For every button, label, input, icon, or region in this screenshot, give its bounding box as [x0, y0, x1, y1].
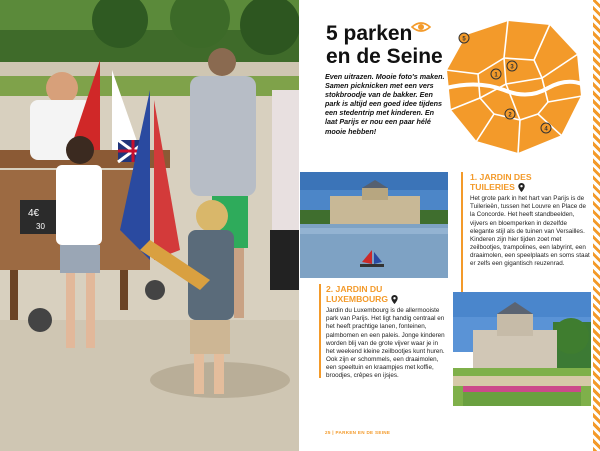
section-luxembourg-title [326, 284, 446, 304]
section-tuileries-title-line1: 1. JARDIN DES [470, 172, 532, 182]
section-luxembourg-body: Jardin du Luxembourg is de allermooiste park van Parijs. Het ligt handig centraal en het heeft prachtige lanen, fonteinen, palmbomen en een paleis. Jonge kinderen worden blij van de grote vijver waar je in het weekend kleine zeilbootjes kunt huren. Ook zijn er schommels, een draaimolen, een speeltuin en kraampjes met koffie, broodjes, crêpes en ijsjes. [326, 307, 445, 379]
section-tuileries-body: Het grote park in het hart van Parijs is de Tuilerieën, tussen het Louvre en Place de la Concorde. Het heeft standbeelden, vijvers en bloemperken in dezelfde elegante stijl als de tuinen van Versailles. Kinderen zijn hier tijden zoet met zeilbootjes, trampolines, een labyrint, een draaimolen, een speelplaats en soms staat er zelfs een gigantisch reuzenrad. [470, 195, 590, 267]
location-pin-icon [518, 183, 525, 192]
map-marker-2 [505, 109, 515, 119]
right-page [299, 0, 600, 451]
luxembourg-sailboat-photo [0, 0, 299, 451]
section-accent-bar [319, 284, 321, 378]
svg-text:2: 2 [508, 112, 512, 119]
section-luxembourg [319, 284, 447, 378]
section-tuileries [461, 172, 591, 297]
page-title-line2: en de Seine [326, 45, 443, 68]
section-tuileries-title-line2: TUILERIES [470, 182, 515, 192]
map-marker-4 [541, 123, 551, 133]
page-footer: 25 | PARKEN EN DE SEINE [325, 430, 391, 435]
decorative-stripe [593, 0, 600, 451]
svg-text:1: 1 [494, 72, 498, 79]
paris-map [438, 14, 588, 159]
map-marker-3 [507, 61, 517, 71]
left-page-photo [0, 0, 299, 451]
page-title-line1: 5 parken [326, 22, 413, 45]
section-tuileries-title [470, 172, 590, 192]
section-luxembourg-title-line1: 2. JARDIN DU [326, 284, 383, 294]
intro-text: Even uitrazen. Mooie foto's maken. Samen picknicken met een vers stokbroodje van de bakker. Een park is altijd een goed idee tijdens een stedentrip met kinderen. En laat Parijs er nou een paar hélé mooie hebben! [325, 72, 445, 136]
svg-text:5: 5 [462, 36, 466, 43]
tuileries-photo [300, 172, 448, 278]
map-marker-5 [459, 33, 469, 43]
map-marker-1 [491, 69, 501, 79]
price-sign-text: 4€ [28, 208, 40, 219]
svg-text:3: 3 [510, 64, 514, 71]
luxembourg-photo [453, 292, 591, 406]
svg-text:4: 4 [544, 126, 548, 133]
eye-icon [411, 20, 431, 34]
section-accent-bar [461, 172, 463, 297]
location-pin-icon [391, 295, 398, 304]
section-luxembourg-title-line2: LUXEMBOURG [326, 294, 389, 304]
price-sign-subtext: 30 [36, 222, 45, 231]
